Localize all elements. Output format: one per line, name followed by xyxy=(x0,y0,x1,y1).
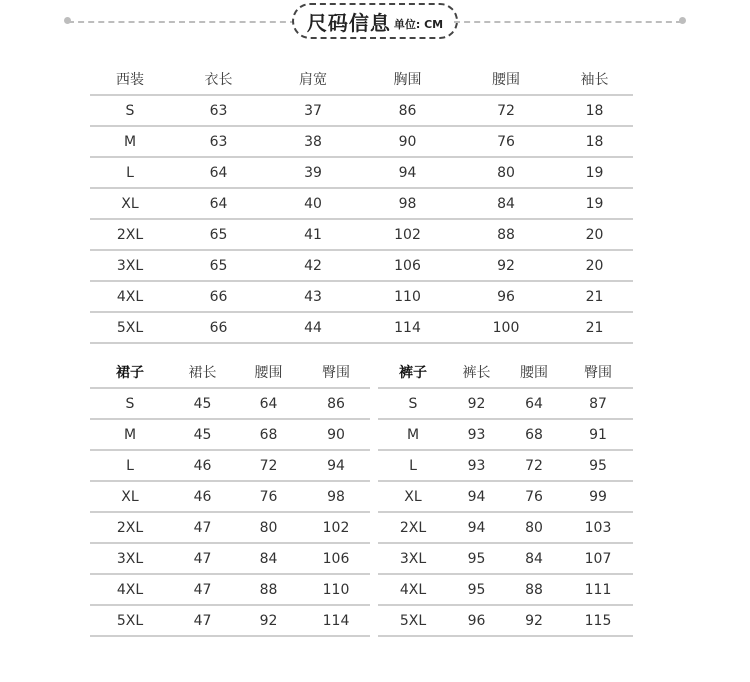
table-column-header: 胸围 xyxy=(359,64,456,95)
measurement-cell: 64 xyxy=(505,388,563,419)
measurement-cell: 94 xyxy=(359,157,456,188)
measurement-cell: 93 xyxy=(448,419,505,450)
measurement-cell: 115 xyxy=(563,605,633,636)
measurement-cell: 72 xyxy=(456,95,556,126)
table-row xyxy=(378,574,633,605)
table-column-header: 腰围 xyxy=(456,64,556,95)
measurement-cell: 102 xyxy=(302,512,370,543)
measurement-cell: 110 xyxy=(302,574,370,605)
table-row xyxy=(378,388,633,419)
table-row xyxy=(90,388,370,419)
table-row xyxy=(90,512,370,543)
measurement-cell: 93 xyxy=(448,450,505,481)
table-category-header: 西装 xyxy=(90,64,170,95)
measurement-cell: 102 xyxy=(359,219,456,250)
size-label-cell: 2XL xyxy=(378,512,448,543)
size-label-cell: XL xyxy=(378,481,448,512)
table-row xyxy=(378,605,633,636)
size-info-header xyxy=(292,3,458,39)
table-column-header: 裤长 xyxy=(448,357,505,388)
table-row xyxy=(90,188,633,219)
table-column-header: 臀围 xyxy=(563,357,633,388)
table-column-header: 袖长 xyxy=(556,64,633,95)
measurement-cell: 72 xyxy=(235,450,302,481)
measurement-cell: 47 xyxy=(170,605,235,636)
measurement-cell: 98 xyxy=(302,481,370,512)
measurement-cell: 68 xyxy=(505,419,563,450)
table-row xyxy=(378,419,633,450)
table-row xyxy=(90,157,633,188)
measurement-cell: 19 xyxy=(556,157,633,188)
measurement-cell: 96 xyxy=(448,605,505,636)
table-column-header: 腰围 xyxy=(235,357,302,388)
measurement-cell: 88 xyxy=(456,219,556,250)
measurement-cell: 92 xyxy=(505,605,563,636)
size-label-cell: XL xyxy=(90,481,170,512)
table-row xyxy=(90,312,633,343)
measurement-cell: 91 xyxy=(563,419,633,450)
table-row xyxy=(90,126,633,157)
measurement-cell: 114 xyxy=(302,605,370,636)
measurement-cell: 86 xyxy=(302,388,370,419)
pants-size-table xyxy=(378,357,633,637)
measurement-cell: 64 xyxy=(170,157,267,188)
measurement-cell: 38 xyxy=(267,126,359,157)
measurement-cell: 64 xyxy=(235,388,302,419)
measurement-cell: 84 xyxy=(235,543,302,574)
table-row xyxy=(90,281,633,312)
measurement-cell: 47 xyxy=(170,512,235,543)
table-column-header: 腰围 xyxy=(505,357,563,388)
measurement-cell: 92 xyxy=(448,388,505,419)
measurement-cell: 39 xyxy=(267,157,359,188)
size-label-cell: M xyxy=(90,126,170,157)
measurement-cell: 96 xyxy=(456,281,556,312)
measurement-cell: 88 xyxy=(235,574,302,605)
table-row xyxy=(90,419,370,450)
measurement-cell: 66 xyxy=(170,312,267,343)
measurement-cell: 98 xyxy=(359,188,456,219)
measurement-cell: 94 xyxy=(302,450,370,481)
size-label-cell: 4XL xyxy=(378,574,448,605)
table-column-header: 臀围 xyxy=(302,357,370,388)
measurement-cell: 43 xyxy=(267,281,359,312)
measurement-cell: 80 xyxy=(235,512,302,543)
unit-label: 单位: CM xyxy=(393,18,444,31)
measurement-cell: 19 xyxy=(556,188,633,219)
table-column-header: 肩宽 xyxy=(267,64,359,95)
measurement-cell: 106 xyxy=(359,250,456,281)
table-row xyxy=(90,250,633,281)
measurement-cell: 84 xyxy=(456,188,556,219)
table-row xyxy=(90,605,370,636)
measurement-cell: 45 xyxy=(170,388,235,419)
size-label-cell: 3XL xyxy=(378,543,448,574)
measurement-cell: 65 xyxy=(170,219,267,250)
skirt-size-table xyxy=(90,357,370,637)
table-row xyxy=(90,481,370,512)
table-row xyxy=(90,219,633,250)
size-label-cell: M xyxy=(378,419,448,450)
measurement-cell: 95 xyxy=(448,543,505,574)
measurement-cell: 20 xyxy=(556,250,633,281)
measurement-cell: 80 xyxy=(456,157,556,188)
measurement-cell: 21 xyxy=(556,281,633,312)
measurement-cell: 88 xyxy=(505,574,563,605)
size-label-cell: 5XL xyxy=(378,605,448,636)
suit-size-table xyxy=(90,64,633,344)
size-label-cell: 2XL xyxy=(90,512,170,543)
measurement-cell: 94 xyxy=(448,512,505,543)
table-row xyxy=(378,450,633,481)
table-row xyxy=(90,450,370,481)
measurement-cell: 92 xyxy=(235,605,302,636)
measurement-cell: 46 xyxy=(170,481,235,512)
measurement-cell: 92 xyxy=(456,250,556,281)
measurement-cell: 45 xyxy=(170,419,235,450)
measurement-cell: 86 xyxy=(359,95,456,126)
table-row xyxy=(378,512,633,543)
measurement-cell: 20 xyxy=(556,219,633,250)
measurement-cell: 63 xyxy=(170,95,267,126)
size-label-cell: 2XL xyxy=(90,219,170,250)
size-label-cell: L xyxy=(378,450,448,481)
table-column-header: 裙长 xyxy=(170,357,235,388)
table-row xyxy=(90,574,370,605)
measurement-cell: 90 xyxy=(359,126,456,157)
measurement-cell: 72 xyxy=(505,450,563,481)
size-label-cell: 4XL xyxy=(90,281,170,312)
measurement-cell: 37 xyxy=(267,95,359,126)
measurement-cell: 47 xyxy=(170,574,235,605)
table-column-header: 衣长 xyxy=(170,64,267,95)
table-row xyxy=(378,481,633,512)
measurement-cell: 68 xyxy=(235,419,302,450)
measurement-cell: 40 xyxy=(267,188,359,219)
measurement-cell: 41 xyxy=(267,219,359,250)
size-label-cell: 5XL xyxy=(90,312,170,343)
table-row xyxy=(90,95,633,126)
measurement-cell: 114 xyxy=(359,312,456,343)
measurement-cell: 103 xyxy=(563,512,633,543)
measurement-cell: 65 xyxy=(170,250,267,281)
table-category-header: 裙子 xyxy=(90,357,170,388)
measurement-cell: 111 xyxy=(563,574,633,605)
measurement-cell: 63 xyxy=(170,126,267,157)
measurement-cell: 84 xyxy=(505,543,563,574)
measurement-cell: 42 xyxy=(267,250,359,281)
size-label-cell: L xyxy=(90,157,170,188)
measurement-cell: 95 xyxy=(563,450,633,481)
table-row xyxy=(90,543,370,574)
right-ornament-dot xyxy=(679,17,686,24)
measurement-cell: 95 xyxy=(448,574,505,605)
size-label-cell: S xyxy=(90,95,170,126)
measurement-cell: 18 xyxy=(556,95,633,126)
measurement-cell: 64 xyxy=(170,188,267,219)
measurement-cell: 66 xyxy=(170,281,267,312)
measurement-cell: 18 xyxy=(556,126,633,157)
size-label-cell: S xyxy=(378,388,448,419)
table-header-row xyxy=(90,357,370,388)
size-label-cell: S xyxy=(90,388,170,419)
size-label-cell: M xyxy=(90,419,170,450)
size-label-cell: L xyxy=(90,450,170,481)
right-dashed-divider xyxy=(454,21,682,23)
size-label-cell: 4XL xyxy=(90,574,170,605)
size-label-cell: 3XL xyxy=(90,543,170,574)
measurement-cell: 94 xyxy=(448,481,505,512)
size-label-cell: 5XL xyxy=(90,605,170,636)
table-row xyxy=(378,543,633,574)
measurement-cell: 46 xyxy=(170,450,235,481)
page-title: 尺码信息 xyxy=(306,10,391,35)
measurement-cell: 21 xyxy=(556,312,633,343)
table-category-header: 裤子 xyxy=(378,357,448,388)
table-header-row xyxy=(378,357,633,388)
measurement-cell: 80 xyxy=(505,512,563,543)
measurement-cell: 106 xyxy=(302,543,370,574)
measurement-cell: 90 xyxy=(302,419,370,450)
measurement-cell: 47 xyxy=(170,543,235,574)
measurement-cell: 76 xyxy=(456,126,556,157)
measurement-cell: 76 xyxy=(505,481,563,512)
measurement-cell: 110 xyxy=(359,281,456,312)
measurement-cell: 76 xyxy=(235,481,302,512)
measurement-cell: 107 xyxy=(563,543,633,574)
measurement-cell: 100 xyxy=(456,312,556,343)
measurement-cell: 44 xyxy=(267,312,359,343)
left-dashed-divider xyxy=(68,21,296,23)
size-label-cell: 3XL xyxy=(90,250,170,281)
size-label-cell: XL xyxy=(90,188,170,219)
measurement-cell: 99 xyxy=(563,481,633,512)
measurement-cell: 87 xyxy=(563,388,633,419)
table-header-row xyxy=(90,64,633,95)
